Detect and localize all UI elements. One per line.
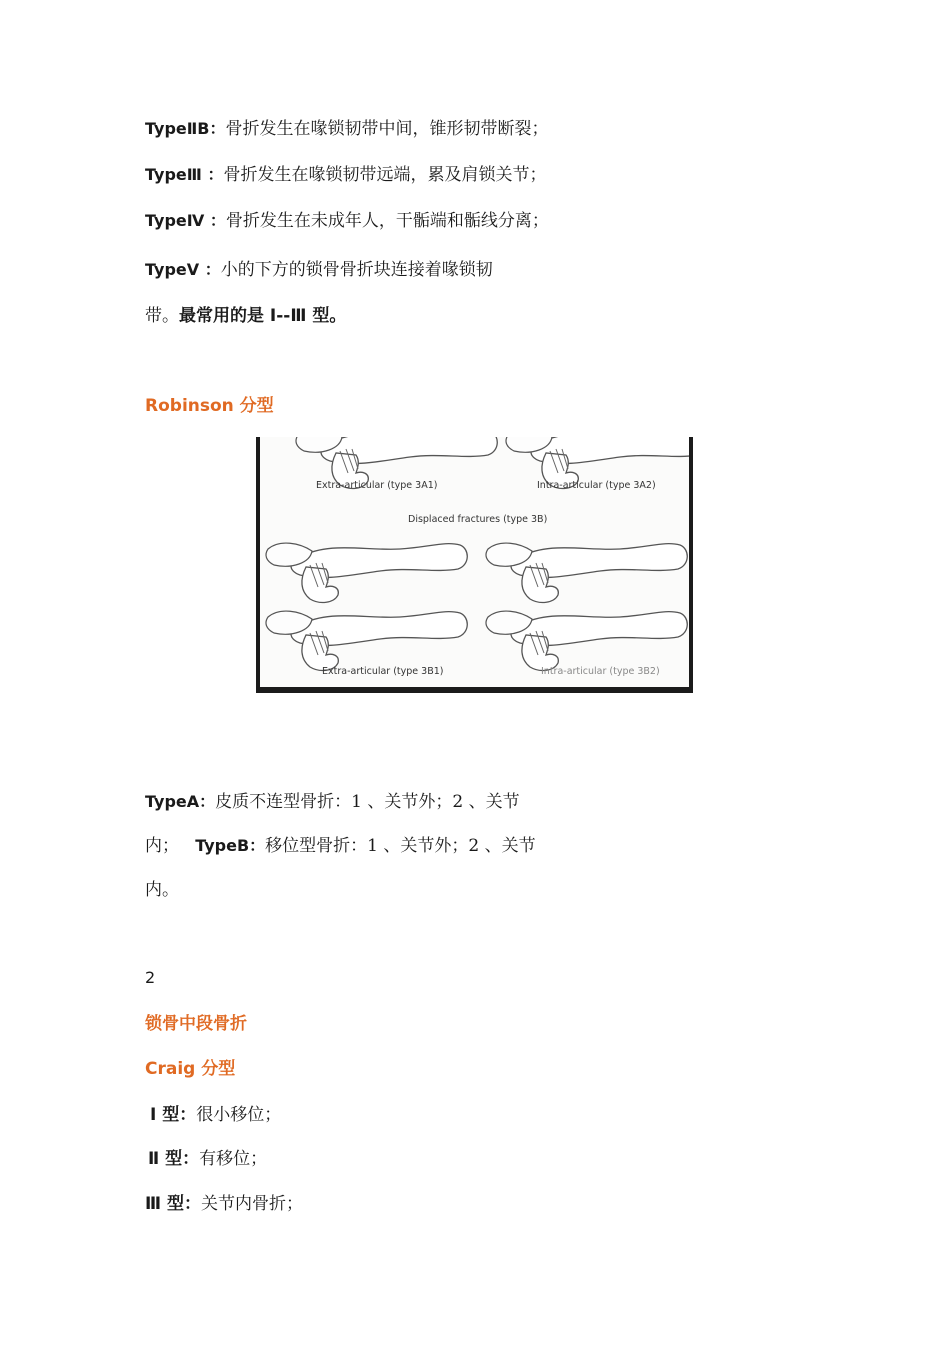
type-a-label: TypeA： xyxy=(145,792,216,811)
craig-heading: Craig 分型 xyxy=(145,1059,236,1079)
type-label: TypeⅢ ： xyxy=(145,165,224,184)
neer-type-2b xyxy=(145,117,549,141)
craig-type-2 xyxy=(148,1147,267,1171)
neer-type-3 xyxy=(145,163,546,187)
neer-type-5 xyxy=(145,258,493,282)
type-label: TypeⅤ ： xyxy=(145,260,221,279)
bone-3b-right xyxy=(486,543,687,602)
section-number: 2 xyxy=(145,968,156,987)
type-text: 骨折发生在喙锁韧带中间，锥形韧带断裂； xyxy=(225,119,549,139)
type-text: 骨折发生在未成年人，干骺端和骺线分离； xyxy=(225,211,549,231)
caption-3b1: Extra-articular (type 3B1) xyxy=(322,666,444,677)
craig-type-3 xyxy=(145,1192,303,1216)
tail-text: 带。 xyxy=(145,306,179,326)
type-b-prefix: 内； xyxy=(145,836,179,856)
neer-type-4 xyxy=(145,209,549,233)
type-a-text: 皮质不连型骨折：1 、关节外；2 、关节 xyxy=(215,792,520,812)
bone-3b1 xyxy=(266,611,467,670)
type-label: TypeⅣ ： xyxy=(145,211,226,230)
type-label: TypeⅡB： xyxy=(145,119,226,138)
caption-3a2: Intra-articular (type 3A2) xyxy=(537,480,656,491)
robinson-type-b xyxy=(145,834,536,858)
section-title: 锁骨中段骨折 xyxy=(145,1014,247,1034)
robinson-tail: 内。 xyxy=(145,880,179,900)
tail-bold: 最常用的是 Ⅰ--Ⅲ 型。 xyxy=(179,306,347,326)
robinson-type-a xyxy=(145,790,520,814)
craig-label: Ⅱ 型： xyxy=(148,1149,200,1169)
clavicle-illustration xyxy=(260,437,689,687)
caption-3b: Displaced fractures (type 3B) xyxy=(408,514,548,525)
craig-label: Ⅰ 型： xyxy=(150,1105,197,1125)
craig-text: 关节内骨折； xyxy=(201,1194,303,1214)
type-b-text: 移位型骨折：1 、关节外；2 、关节 xyxy=(265,836,536,856)
craig-type-1 xyxy=(150,1103,281,1127)
bone-3b2 xyxy=(486,611,687,670)
craig-text: 有移位； xyxy=(199,1149,268,1169)
craig-text: 很小移位； xyxy=(196,1105,282,1125)
robinson-heading: Robinson 分型 xyxy=(145,396,274,416)
caption-3b2: Intra-articular (type 3B2) xyxy=(541,666,660,677)
caption-3a1: Extra-articular (type 3A1) xyxy=(316,480,438,491)
type-b-label: TypeB： xyxy=(195,836,266,855)
craig-label: Ⅲ 型： xyxy=(145,1194,201,1214)
robinson-figure xyxy=(256,437,693,693)
type-text: 骨折发生在喙锁韧带远端，累及肩锁关节； xyxy=(223,165,547,185)
type-text: 小的下方的锁骨骨折块连接着喙锁韧 xyxy=(220,260,493,280)
neer-tail xyxy=(145,304,346,328)
bone-3b-left xyxy=(266,543,467,602)
